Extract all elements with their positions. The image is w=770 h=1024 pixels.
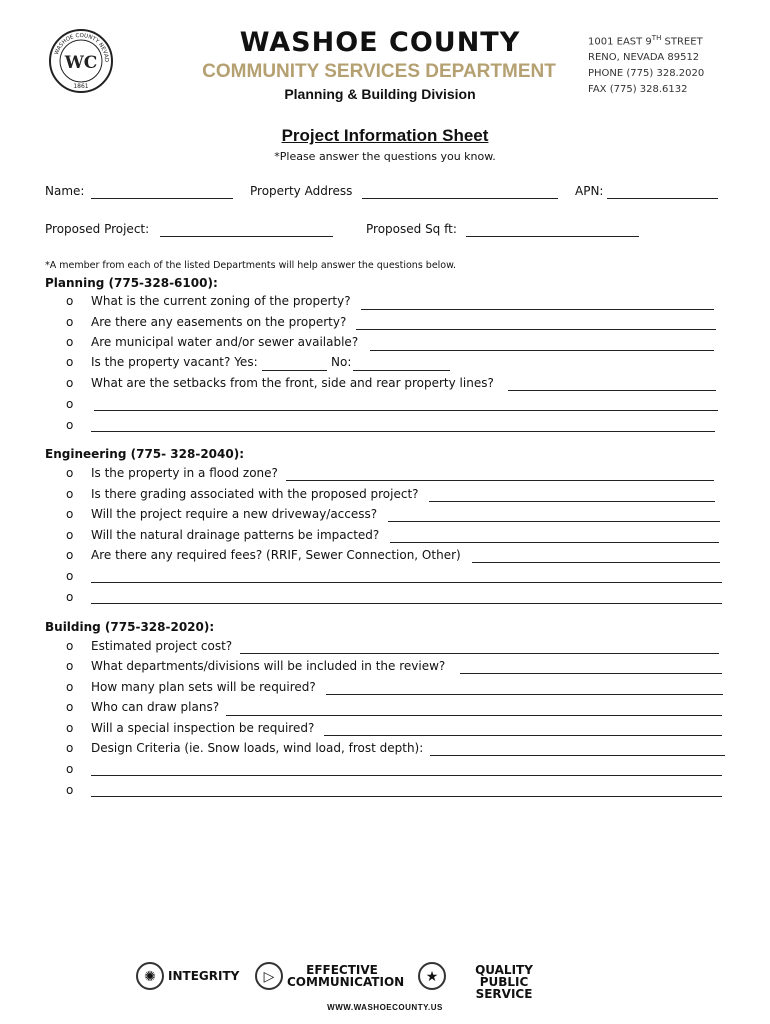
building-answer-cost[interactable] xyxy=(240,653,719,654)
website-url[interactable]: WWW.WASHOECOUNTY.US xyxy=(327,1003,443,1012)
megaphone-icon: ▷ xyxy=(255,962,283,990)
building-question-cost: Estimated project cost? xyxy=(91,639,233,653)
building-extra-line-1[interactable] xyxy=(91,775,722,776)
engineering-question-fees: Are there any required fees? (RRIF, Sewer Connection, Other) xyxy=(91,548,461,562)
bullet: o xyxy=(66,741,74,755)
planning-answer-vacant-no[interactable] xyxy=(353,370,450,371)
bullet: o xyxy=(66,680,74,694)
planning-answer-zoning[interactable] xyxy=(361,309,714,310)
building-answer-plan-sets[interactable] xyxy=(326,694,723,695)
property-address-field[interactable] xyxy=(362,198,558,199)
bullet: o xyxy=(66,487,74,501)
bullet: o xyxy=(66,315,74,329)
star-icon: ★ xyxy=(418,962,446,990)
building-answer-draw-plans[interactable] xyxy=(226,715,722,716)
engineering-answer-driveway[interactable] xyxy=(388,521,720,522)
planning-answer-vacant-yes[interactable] xyxy=(262,370,327,371)
engineering-answer-grading[interactable] xyxy=(429,501,715,502)
planning-question-water-sewer: Are municipal water and/or sewer available? xyxy=(91,335,359,349)
building-answer-design-criteria[interactable] xyxy=(430,755,725,756)
bullet: o xyxy=(66,569,74,583)
planning-heading: Planning (775-328-6100): xyxy=(45,276,218,290)
address-line-2: RENO, NEVADA 89512 xyxy=(588,52,700,64)
engineering-question-driveway: Will the project require a new driveway/access? xyxy=(91,507,378,521)
planning-question-vacant: Is the property vacant? Yes: xyxy=(91,355,258,369)
planning-question-setbacks: What are the setbacks from the front, side and rear property lines? xyxy=(91,376,494,390)
planning-answer-setbacks[interactable] xyxy=(508,390,716,391)
building-extra-line-2[interactable] xyxy=(91,796,722,797)
building-answer-inspection[interactable] xyxy=(324,735,722,736)
footer-quality: QUALITY PUBLIC SERVICE xyxy=(475,963,533,1001)
footer-integrity: INTEGRITY xyxy=(168,969,240,983)
engineering-heading: Engineering (775- 328-2040): xyxy=(45,447,245,461)
name-label: Name: xyxy=(45,184,85,198)
building-answer-departments[interactable] xyxy=(460,673,722,674)
engineering-answer-flood[interactable] xyxy=(286,480,714,481)
planning-answer-water-sewer[interactable] xyxy=(370,350,714,351)
handshake-icon: ✺ xyxy=(136,962,164,990)
building-question-plan-sets: How many plan sets will be required? xyxy=(91,680,316,694)
bullet: o xyxy=(66,659,74,673)
building-question-draw-plans: Who can draw plans? xyxy=(91,700,220,714)
engineering-question-flood: Is the property in a flood zone? xyxy=(91,466,278,480)
property-address-label: Property Address xyxy=(250,184,353,198)
building-question-inspection: Will a special inspection be required? xyxy=(91,721,315,735)
footer-communication: EFFECTIVE COMMUNICATION xyxy=(287,963,405,989)
planning-vacant-no-label: No: xyxy=(331,355,352,369)
phone-number: PHONE (775) 328.2020 xyxy=(588,68,705,80)
bullet: o xyxy=(66,762,74,776)
engineering-answer-fees[interactable] xyxy=(472,562,720,563)
proposed-sqft-field[interactable] xyxy=(466,236,639,237)
building-question-departments: What departments/divisions will be included in the review? xyxy=(91,659,446,673)
planning-answer-easements[interactable] xyxy=(356,329,716,330)
bullet: o xyxy=(66,528,74,542)
contact-block xyxy=(588,30,704,98)
sheet-subtitle: *Please answer the questions you know. xyxy=(274,150,496,163)
seal-year: 1861 xyxy=(73,83,89,90)
apn-label: APN: xyxy=(575,184,604,198)
seal-text: WASHOE COUNTY NEVAD xyxy=(53,32,110,63)
planning-question-easements: Are there any easements on the property? xyxy=(91,315,347,329)
engineering-extra-line-2[interactable] xyxy=(91,603,722,604)
fax-number: FAX (775) 328.6132 xyxy=(588,84,688,96)
bullet: o xyxy=(66,466,74,480)
engineering-answer-drainage[interactable] xyxy=(390,542,719,543)
bullet: o xyxy=(66,590,74,604)
county-seal-logo xyxy=(48,28,114,94)
bullet: o xyxy=(66,376,74,390)
planning-extra-line-1[interactable] xyxy=(94,410,718,411)
bullet: o xyxy=(66,335,74,349)
name-field[interactable] xyxy=(91,198,233,199)
building-heading: Building (775-328-2020): xyxy=(45,620,215,634)
bullet: o xyxy=(66,507,74,521)
address-line-1: 1001 EAST 9TH STREET xyxy=(588,34,703,48)
apn-field[interactable] xyxy=(607,198,718,199)
bullet: o xyxy=(66,639,74,653)
division-name: Planning & Building Division xyxy=(284,86,476,102)
planning-extra-line-2[interactable] xyxy=(91,431,715,432)
bullet: o xyxy=(66,783,74,797)
bullet: o xyxy=(66,418,74,432)
department-name: COMMUNITY SERVICES DEPARTMENT xyxy=(202,61,556,82)
bullet: o xyxy=(66,700,74,714)
proposed-sqft-label: Proposed Sq ft: xyxy=(366,222,457,236)
engineering-question-grading: Is there grading associated with the proposed project? xyxy=(91,487,419,501)
bullet: o xyxy=(66,355,74,369)
proposed-project-field[interactable] xyxy=(160,236,333,237)
sheet-title: Project Information Sheet xyxy=(281,126,489,145)
bullet: o xyxy=(66,294,74,308)
bullet: o xyxy=(66,397,74,411)
building-question-design-criteria: Design Criteria (ie. Snow loads, wind load, frost depth): xyxy=(91,741,424,755)
engineering-question-drainage: Will the natural drainage patterns be impacted? xyxy=(91,528,380,542)
engineering-extra-line-1[interactable] xyxy=(91,582,722,583)
seal-monogram: WC xyxy=(64,53,98,73)
proposed-project-label: Proposed Project: xyxy=(45,222,150,236)
department-note: *A member from each of the listed Departments will help answer the questions below. xyxy=(45,260,457,271)
bullet: o xyxy=(66,548,74,562)
bullet: o xyxy=(66,721,74,735)
planning-question-zoning: What is the current zoning of the property? xyxy=(91,294,351,308)
org-name: WASHOE COUNTY xyxy=(239,27,521,58)
